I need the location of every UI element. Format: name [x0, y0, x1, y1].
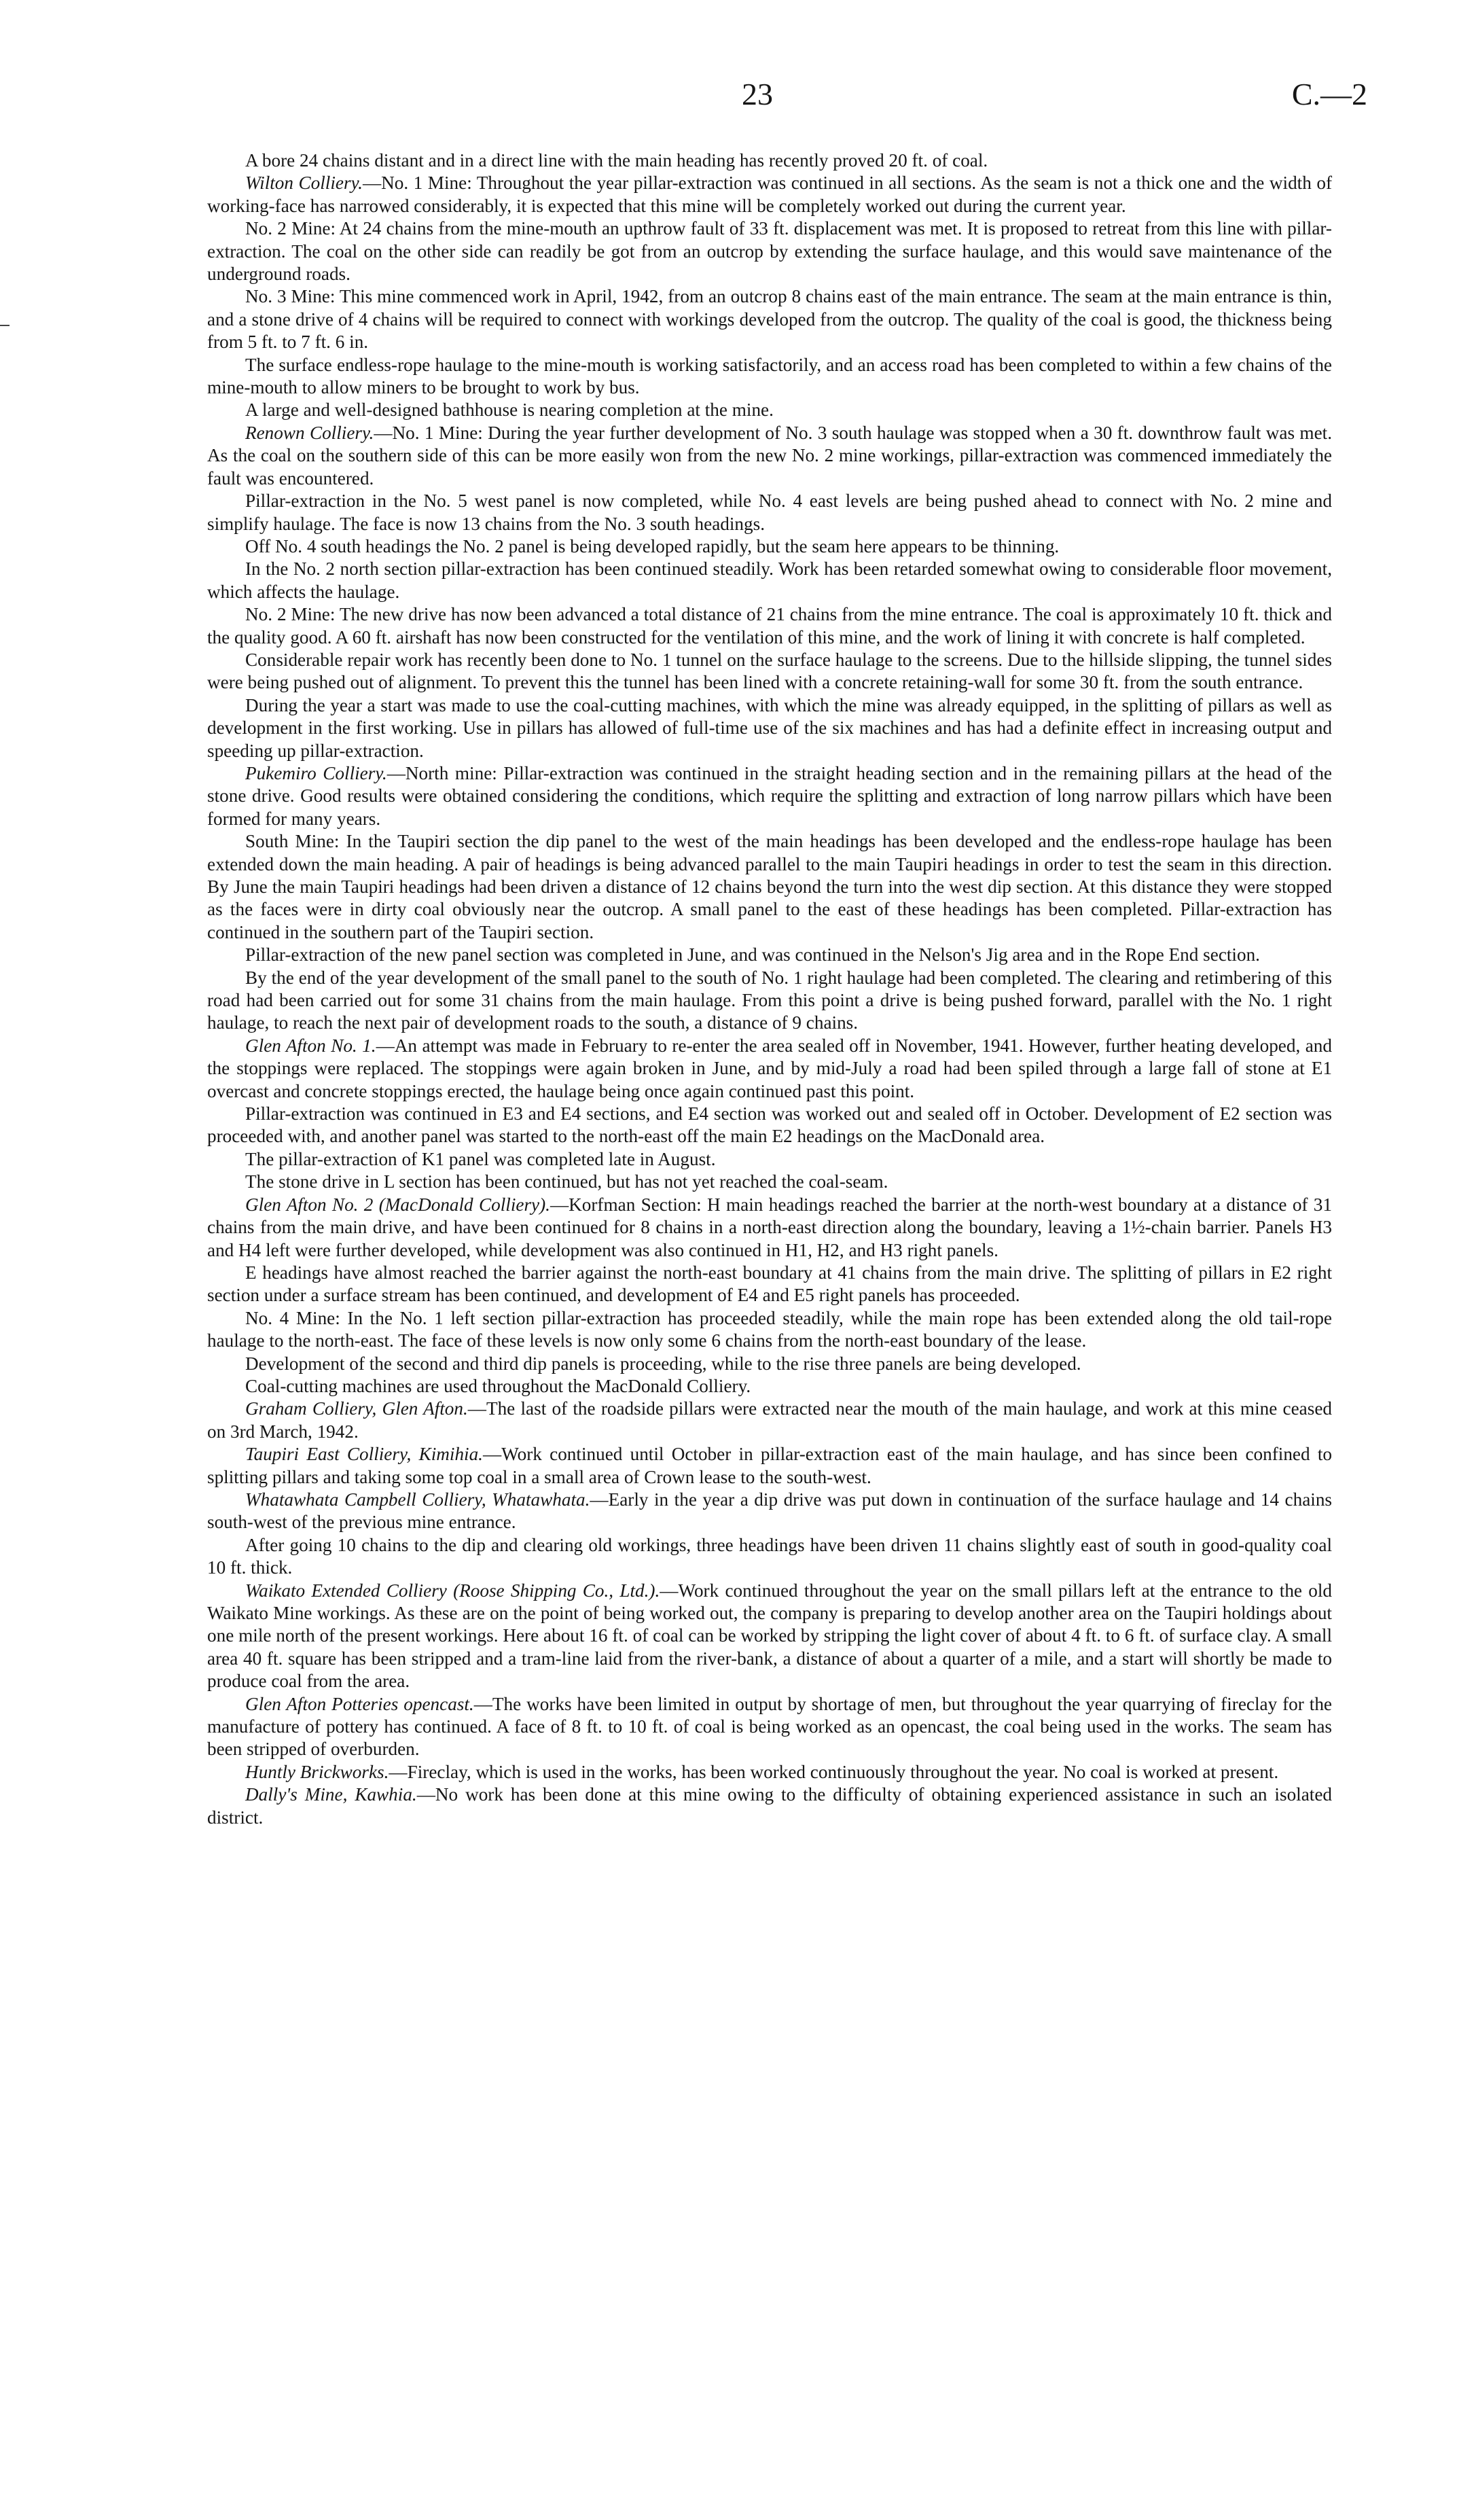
paragraph — [207, 422, 1332, 490]
paragraph-text: E headings have almost reached the barrier against the north-east boundary at 41 chains from the main drive. The splitting of pillars in E2 right section under a surface stream has been continued, and development of E4 and E5 right panels has proceeded. — [207, 1262, 1332, 1306]
paragraph — [207, 944, 1332, 966]
paragraph — [207, 354, 1332, 400]
paragraph-text: South Mine: In the Taupiri section the dip panel to the west of the main headings has been developed and the endless-rope haulage has been extended down the main heading. A pair of headings is being advanced parallel to the main Taupiri headings in order to test the seam in this direction. By June the main Taupiri headings had been driven a distance of 12 chains beyond the turn into the west dip section. At this distance they were stopped as the faces were in dirty coal obviously near the outcrop. A small panel to the east of these headings has been completed. Pillar-extraction has continued in the southern part of the Taupiri section. — [207, 831, 1332, 942]
paragraph — [207, 762, 1332, 830]
paragraph — [207, 285, 1332, 353]
paragraph — [207, 1194, 1332, 1262]
paragraph — [207, 1262, 1332, 1307]
paragraph — [207, 967, 1332, 1035]
paragraph-text: —The works have been limited in output by shortage of men, but throughout the year quarrying of fireclay for the manufacture of pottery has continued. A face of 8 ft. to 10 ft. of coal is being worked as an opencast, the coal being used in the works. The seam has been stripped of overburden. — [207, 1693, 1332, 1760]
colliery-heading: Huntly Brickworks. — [245, 1761, 389, 1782]
paragraph-text: Considerable repair work has recently been done to No. 1 tunnel on the surface haulage to the screens. Due to the hillside slipping, the tunnel sides were being pushed out of alignment. To prevent this the tunnel has been lined with a concrete retaining-wall for some 30 ft. from the south entrance. — [207, 649, 1332, 693]
paragraph-text: No. 4 Mine: In the No. 1 left section pillar-extraction has proceeded steadily, while the main rope has been extended along the old tail-rope haulage to the north-east. The face of these levels is now only some 6 chains from the north-east boundary of the lease. — [207, 1307, 1332, 1351]
paragraph-text: By the end of the year development of the small panel to the south of No. 1 right haulage had been completed. The clearing and retimbering of this road had been carried out for some 31 chains from the main haulage. From this point a drive is being pushed forward, parallel with the No. 1 right haulage, to reach the next pair of development roads to the south, a distance of 9 chains. — [207, 967, 1332, 1033]
paragraph — [207, 1375, 1332, 1398]
paragraph — [207, 1783, 1332, 1829]
colliery-heading: Glen Afton Potteries opencast. — [245, 1693, 474, 1714]
paragraph — [207, 1307, 1332, 1353]
paragraph-text: —Korfman Section: H main headings reached the barrier at the north-west boundary at a distance of 31 chains from the main drive, and have been continued for 8 chains in a north-east direction along the boundary, leaving a 1½-chain barrier. Panels H3 and H4 left were further developed, while development was also continued in H1, H2, and H3 right panels. — [207, 1194, 1332, 1260]
paragraph — [207, 1489, 1332, 1534]
paragraph-text: Coal-cutting machines are used throughout the MacDonald Colliery. — [245, 1375, 751, 1396]
paragraph — [207, 217, 1332, 285]
paragraph — [207, 558, 1332, 603]
paragraph-text: No. 2 Mine: The new drive has now been advanced a total distance of 21 chains from the mine entrance. The coal is approximately 10 ft. thick and the quality good. A 60 ft. airshaft has now been constructed for the ventilation of this mine, and the work of lining it with concrete is half completed. — [207, 604, 1332, 647]
paragraph — [207, 172, 1332, 217]
paragraph — [207, 1443, 1332, 1489]
colliery-heading: Graham Colliery, Glen Afton. — [245, 1398, 468, 1419]
paragraph-text: —Early in the year a dip drive was put down in continuation of the surface haulage and 14 chains south-west of the previous mine entrance. — [207, 1489, 1332, 1533]
paragraph — [207, 1171, 1332, 1193]
paragraph-text: Pillar-extraction was continued in E3 and E4 sections, and E4 section was worked out and sealed off in October. Development of E2 section was proceeded with, and another panel was started to the north-east off the main E2 headings on the MacDonald area. — [207, 1103, 1332, 1147]
paragraph-text: —No. 1 Mine: Throughout the year pillar-extraction was continued in all sections. As the seam is not a thick one and the width of working-face has narrowed considerably, it is expected that this mine will be completely worked out during the current year. — [207, 173, 1332, 216]
paragraph — [207, 535, 1332, 558]
paragraph-text: —Work continued throughout the year on the small pillars left at the entrance to the old Waikato Mine workings. As these are on the point of being worked out, the company is preparing to develop another area on the Taupiri holdings about one mile north of the present workings. Here about 16 ft. of coal can be worked by stripping the light cover of about 4 ft. to 6 ft. of surface clay. A small area 40 ft. square has been stripped and a tram-line laid from the river-bank, a distance of about a quarter of a mile, and a start will shortly be made to produce coal from the area. — [207, 1580, 1332, 1692]
paragraph-text: —No. 1 Mine: During the year further development of No. 3 south haulage was stopped when a 30 ft. downthrow fault was met. As the coal on the southern side of this can be more easily won from the new No. 2 mine workings, pillar-extraction was commenced immediately the fault was encountered. — [207, 422, 1332, 489]
paragraph — [207, 1534, 1332, 1580]
paragraph — [207, 694, 1332, 762]
paragraph-text: Off No. 4 south headings the No. 2 panel is being developed rapidly, but the seam here appears to be thinning. — [245, 535, 1060, 556]
paragraph-text: After going 10 chains to the dip and clearing old workings, three headings have been driven 11 chains slightly east of south in good-quality coal 10 ft. thick. — [207, 1534, 1332, 1578]
paragraph-text: A bore 24 chains distant and in a direct line with the main heading has recently proved 20 ft. of coal. — [245, 150, 988, 171]
colliery-heading: Glen Afton No. 1. — [245, 1035, 376, 1056]
paragraph — [207, 1148, 1332, 1171]
paragraph — [207, 1398, 1332, 1443]
paragraph — [207, 1035, 1332, 1103]
page-number: 23 — [742, 77, 773, 111]
paragraph-text: No. 3 Mine: This mine commenced work in April, 1942, from an outcrop 8 chains east of the main entrance. The seam at the main entrance is thin, and a stone drive of 4 chains will be required to connect with workings developed from the outcrop. The quality of the coal is good, the thickness being from 5 ft. to 7 ft. 6 in. — [207, 286, 1332, 353]
paragraph-text: Pillar-extraction of the new panel section was completed in June, and was continued in the Nelson's Jig area and in the Rope End section. — [245, 944, 1260, 965]
paragraph-text: The surface endless-rope haulage to the mine-mouth is working satisfactorily, and an access road has been completed to within a few chains of the mine-mouth to allow miners to be brought to work by bus. — [207, 354, 1332, 398]
colliery-heading: Pukemiro Colliery. — [245, 762, 387, 783]
paragraph — [207, 1103, 1332, 1148]
paragraph-text: —An attempt was made in February to re-enter the area sealed off in November, 1941. However, further heating developed, and the stoppings were replaced. The stoppings were again broken in June, and by mid-July a road had been spiled through a large fall of stone at E1 overcast and concrete stoppings erected, the haulage being once again continued past this point. — [207, 1035, 1332, 1101]
paragraph-text: —Fireclay, which is used in the works, has been worked continuously throughout the year. No coal is worked at present. — [389, 1761, 1279, 1782]
section-code: C.—2 — [1291, 77, 1367, 111]
paragraph-text: In the No. 2 north section pillar-extraction has been continued steadily. Work has been retarded somewhat owing to considerable floor movement, which affects the haulage. — [207, 558, 1332, 602]
colliery-heading: Renown Colliery. — [245, 422, 374, 443]
paragraph-text: —No work has been done at this mine owing to the difficulty of obtaining experienced assistance in such an isolated district. — [207, 1784, 1332, 1828]
margin-mark — [0, 325, 10, 326]
paragraph-text: —Work continued until October in pillar-extraction east of the main haulage, and has since been confined to splitting pillars and taking some top coal in a small area of Crown lease to the south-west. — [207, 1444, 1332, 1487]
paragraph — [207, 603, 1332, 649]
paragraph-text: —The last of the roadside pillars were extracted near the mouth of the main haulage, and work at this mine ceased on 3rd March, 1942. — [207, 1398, 1332, 1442]
colliery-heading: Wilton Colliery. — [245, 173, 363, 194]
report-body — [207, 149, 1332, 1829]
paragraph — [207, 490, 1332, 535]
paragraph — [207, 399, 1332, 421]
colliery-heading: Waikato Extended Colliery (Roose Shipping Co., Ltd.). — [245, 1580, 660, 1601]
paragraph-text: A large and well-designed bathhouse is nearing completion at the mine. — [245, 400, 774, 421]
colliery-heading: Taupiri East Colliery, Kimihia. — [245, 1444, 483, 1465]
paragraph — [207, 1693, 1332, 1761]
paragraph — [207, 1353, 1332, 1375]
paragraph-text: The pillar-extraction of K1 panel was completed late in August. — [245, 1148, 716, 1169]
paragraph — [207, 1761, 1332, 1783]
paragraph-text: No. 2 Mine: At 24 chains from the mine-mouth an upthrow fault of 33 ft. displacement was met. It is proposed to retreat from this line with pillar-extraction. The coal on the other side can readily be got from an outcrop by extending the surface haulage, and this would save maintenance of the underground roads. — [207, 218, 1332, 285]
paragraph-text: Pillar-extraction in the No. 5 west panel is now completed, while No. 4 east levels are being pushed ahead to connect with No. 2 mine and simplify haulage. The face is now 13 chains from the No. 3 south headings. — [207, 491, 1332, 534]
paragraph — [207, 649, 1332, 694]
paragraph — [207, 1580, 1332, 1693]
colliery-heading: Whatawhata Campbell Colliery, Whatawhata. — [245, 1489, 590, 1510]
paragraph — [207, 830, 1332, 944]
colliery-heading: Glen Afton No. 2 (MacDonald Colliery). — [245, 1194, 550, 1215]
paragraph — [207, 149, 1332, 172]
paragraph-text: During the year a start was made to use the coal-cutting machines, with which the mine was already equipped, in the splitting of pillars as well as development in the first working. Use in pillars has allowed of full-time use of the six machines and has had a definite effect in increasing output and speeding up pillar-extraction. — [207, 694, 1332, 761]
paragraph-text: The stone drive in L section has been continued, but has not yet reached the coal-seam. — [245, 1171, 888, 1192]
colliery-heading: Dally's Mine, Kawhia. — [245, 1784, 417, 1805]
paragraph-text: —North mine: Pillar-extraction was continued in the straight heading section and in the remaining pillars at the head of the stone drive. Good results were obtained considering the conditions, which require the splitting and extraction of long narrow pillars which have been formed for many years. — [207, 762, 1332, 829]
paragraph-text: Development of the second and third dip panels is proceeding, while to the rise three panels are being developed. — [245, 1353, 1081, 1374]
